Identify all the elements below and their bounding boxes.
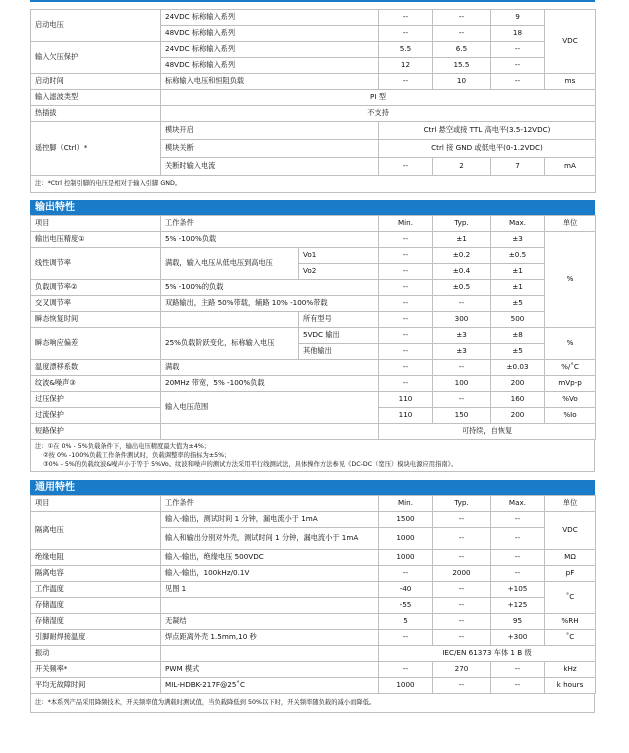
max-value: +300: [491, 630, 545, 646]
condition: 24VDC 标称输入系列: [161, 42, 379, 58]
table-row: [31, 328, 596, 344]
row-label: 负载调节率②: [31, 280, 161, 296]
min-value: 5.5: [379, 42, 433, 58]
typ-value: ±0.4: [433, 264, 491, 280]
row-label: 瞬态响应偏差: [31, 328, 161, 360]
condition: 20MHz 带宽，5% -100%负载: [161, 376, 379, 392]
sub-condition: 5VDC 输出: [299, 328, 379, 344]
row-label: 振动: [31, 646, 161, 662]
unit: ˚C: [545, 630, 596, 646]
section-title-output: 输出特性: [30, 200, 595, 215]
unit: VDC: [545, 512, 596, 550]
row-label: 线性调节率: [31, 248, 161, 280]
row-label: 温度漂移系数: [31, 360, 161, 376]
min-value: --: [379, 296, 433, 312]
col-header-cond: 工作条件: [161, 216, 379, 232]
max-value: 18: [491, 26, 545, 42]
typ-value: --: [433, 598, 491, 614]
footnote: 注：*Ctrl 控制引脚的电压是相对于输入引脚 GND。: [31, 176, 596, 193]
footnote: ②按 0% -100%负载工作条件测试时，负载调整率的指标为±5%；: [43, 452, 231, 460]
typ-value: 300: [433, 312, 491, 328]
unit: %Vo: [545, 392, 596, 408]
table-row: [31, 280, 596, 296]
typ-value: 15.5: [433, 58, 491, 74]
table-header: [31, 496, 596, 512]
footnote: 注：*本系列产品采用降频技术，开关频率值为满载时测试值，当负载降低到 50%以下时，开关频率随负载的减小而降低。: [30, 694, 595, 713]
typ-value: ±0.5: [433, 280, 491, 296]
row-label: 启动电压: [31, 10, 161, 42]
row-label: 输入滤波类型: [31, 90, 161, 106]
typ-value: 2000: [433, 566, 491, 582]
min-value: -55: [379, 598, 433, 614]
max-value: --: [491, 678, 545, 694]
row-label: 过流保护: [31, 408, 161, 424]
col-header-max: Max.: [491, 216, 545, 232]
unit: mA: [545, 158, 596, 176]
sub-condition: 其他输出: [299, 344, 379, 360]
condition: 输入电压范围: [161, 392, 379, 424]
typ-value: --: [433, 528, 491, 550]
table-row: [31, 646, 596, 662]
table-row: [31, 232, 596, 248]
row-label: 瞬态恢复时间: [31, 312, 161, 328]
table-row: [31, 42, 596, 58]
col-header-min: Min.: [379, 216, 433, 232]
min-value: --: [379, 232, 433, 248]
min-value: -40: [379, 582, 433, 598]
col-header-min: Min.: [379, 496, 433, 512]
table-row: [31, 10, 596, 26]
max-value: --: [491, 74, 545, 90]
min-value: --: [379, 344, 433, 360]
max-value: ±8: [491, 328, 545, 344]
row-label: 存储湿度: [31, 614, 161, 630]
condition: 见图 1: [161, 582, 379, 598]
condition: 输入-输出，100kHz/0.1V: [161, 566, 379, 582]
general-characteristics-table: [30, 495, 596, 694]
unit: kHz: [545, 662, 596, 678]
row-label: 隔离电压: [31, 512, 161, 550]
unit: %/˚C: [545, 360, 596, 376]
max-value: ±1: [491, 280, 545, 296]
max-value: 95: [491, 614, 545, 630]
max-value: ±1: [491, 264, 545, 280]
typ-value: ±3: [433, 344, 491, 360]
table-row: [31, 74, 596, 90]
typ-value: --: [433, 512, 491, 528]
min-value: 1000: [379, 528, 433, 550]
col-header-unit: 单位: [545, 216, 596, 232]
min-value: --: [379, 26, 433, 42]
table-row: [31, 312, 596, 328]
sub-condition: Vo1: [299, 248, 379, 264]
output-characteristics-table: [30, 215, 596, 440]
condition: 24VDC 标称输入系列: [161, 10, 379, 26]
unit: mVp-p: [545, 376, 596, 392]
typ-value: --: [433, 614, 491, 630]
table-row: [31, 550, 596, 566]
table-row: [31, 614, 596, 630]
max-value: --: [491, 550, 545, 566]
table-row: [31, 582, 596, 598]
row-label: 引脚耐焊接温度: [31, 630, 161, 646]
condition: 5% -100%负载: [161, 232, 379, 248]
condition: 模块开启: [161, 122, 379, 140]
typ-value: --: [433, 26, 491, 42]
max-value: --: [491, 58, 545, 74]
condition: 48VDC 标称输入系列: [161, 58, 379, 74]
footnote: 注：①在 0% - 5%负载条件下，输出电压精度最大值为±4%；: [35, 443, 211, 450]
span-value: IEC/EN 61373 车体 1 B 级: [379, 646, 596, 662]
row-label: 绝缘电阻: [31, 550, 161, 566]
table-row: [31, 678, 596, 694]
min-value: --: [379, 376, 433, 392]
condition: MIL-HDBK-217F@25˚C: [161, 678, 379, 694]
unit: k hours: [545, 678, 596, 694]
table-header: [31, 216, 596, 232]
condition: 输入-输出，绝缘电压 500VDC: [161, 550, 379, 566]
row-label: 纹波&噪声③: [31, 376, 161, 392]
min-value: 110: [379, 392, 433, 408]
condition: 双路输出，主路 50%带载，辅路 10% -100%带载: [161, 296, 379, 312]
condition: 无凝结: [161, 614, 379, 630]
max-value: --: [491, 528, 545, 550]
row-label: 开关频率*: [31, 662, 161, 678]
max-value: ±5: [491, 344, 545, 360]
typ-value: --: [433, 360, 491, 376]
max-value: 200: [491, 408, 545, 424]
col-header-item: 项目: [31, 216, 161, 232]
row-label: 平均无故障时间: [31, 678, 161, 694]
min-value: --: [379, 10, 433, 26]
row-label: 热插拔: [31, 106, 161, 122]
condition: 5% -100%的负载: [161, 280, 379, 296]
condition: 满载，输入电压从低电压到高电压: [161, 248, 299, 280]
max-value: 500: [491, 312, 545, 328]
min-value: --: [379, 158, 433, 176]
min-value: --: [379, 630, 433, 646]
condition: 48VDC 标称输入系列: [161, 26, 379, 42]
min-value: 1000: [379, 550, 433, 566]
condition: 焊点距离外壳 1.5mm,10 秒: [161, 630, 379, 646]
table-row: [31, 296, 596, 312]
min-value: --: [379, 74, 433, 90]
min-value: --: [379, 312, 433, 328]
span-value: Ctrl 悬空或接 TTL 高电平(3.5-12VDC): [379, 122, 596, 140]
min-value: 12: [379, 58, 433, 74]
span-value: Ctrl 接 GND 或低电平(0-1.2VDC): [379, 140, 596, 158]
top-rule: [30, 0, 595, 2]
col-header-unit: 单位: [545, 496, 596, 512]
table-row: [31, 392, 596, 408]
min-value: --: [379, 264, 433, 280]
table-row: [31, 598, 596, 614]
typ-value: --: [433, 296, 491, 312]
section-title-general: 通用特性: [30, 480, 595, 495]
row-label: 短路保护: [31, 424, 161, 440]
typ-value: --: [433, 678, 491, 694]
table-row: [31, 106, 596, 122]
table-row: [31, 630, 596, 646]
unit: ms: [545, 74, 596, 90]
sub-condition: Vo2: [299, 264, 379, 280]
unit: ˚C: [545, 582, 596, 614]
row-label: 遥控脚（Ctrl）*: [31, 122, 161, 176]
col-header-item: 项目: [31, 496, 161, 512]
span-value: 可持续，自恢复: [379, 424, 596, 440]
row-label: 存储温度: [31, 598, 161, 614]
typ-value: ±0.2: [433, 248, 491, 264]
typ-value: --: [433, 550, 491, 566]
typ-value: 10: [433, 74, 491, 90]
min-value: --: [379, 566, 433, 582]
table-row: [31, 424, 596, 440]
condition: 输入-输出，测试时间 1 分钟，漏电流小于 1mA: [161, 512, 379, 528]
max-value: ±0.5: [491, 248, 545, 264]
footnote: ③0% - 5%的负载纹波&噪声小于等于 5%Vo。纹波和噪声的测试方法采用平行线测试法，具体操作方法参见《DC-DC（宽压）模块电源应用指南》。: [43, 461, 458, 469]
col-header-cond: 工作条件: [161, 496, 379, 512]
max-value: 160: [491, 392, 545, 408]
row-label: 输入欠压保护: [31, 42, 161, 74]
typ-value: 150: [433, 408, 491, 424]
condition: 满载: [161, 360, 379, 376]
unit: %Io: [545, 408, 596, 424]
min-value: --: [379, 248, 433, 264]
typ-value: ±1: [433, 232, 491, 248]
max-value: ±0.03: [491, 360, 545, 376]
min-value: --: [379, 328, 433, 344]
typ-value: ±3: [433, 328, 491, 344]
unit: %: [545, 232, 596, 328]
typ-value: --: [433, 392, 491, 408]
min-value: 1500: [379, 512, 433, 528]
min-value: --: [379, 662, 433, 678]
max-value: --: [491, 42, 545, 58]
typ-value: --: [433, 630, 491, 646]
unit: MΩ: [545, 550, 596, 566]
row-label: 输出电压精度①: [31, 232, 161, 248]
input-characteristics-table: [30, 9, 596, 193]
row-label: 过压保护: [31, 392, 161, 408]
condition: PWM 模式: [161, 662, 379, 678]
unit: %: [545, 328, 596, 360]
min-value: --: [379, 280, 433, 296]
table-row: [31, 248, 596, 264]
table-row: [31, 512, 596, 528]
table-row: [31, 122, 596, 140]
span-value: 不支持: [161, 106, 596, 122]
max-value: +125: [491, 598, 545, 614]
row-label: 隔离电容: [31, 566, 161, 582]
max-value: --: [491, 512, 545, 528]
col-header-typ: Typ.: [433, 496, 491, 512]
typ-value: 6.5: [433, 42, 491, 58]
unit: %RH: [545, 614, 596, 630]
min-value: 110: [379, 408, 433, 424]
max-value: 200: [491, 376, 545, 392]
row-label: 交叉调节率: [31, 296, 161, 312]
table-row: [31, 90, 596, 106]
table-row: [31, 376, 596, 392]
unit: VDC: [545, 10, 596, 74]
max-value: ±3: [491, 232, 545, 248]
max-value: +105: [491, 582, 545, 598]
typ-value: 270: [433, 662, 491, 678]
condition: 输入和输出分别对外壳，测试时间 1 分钟，漏电流小于 1mA: [161, 528, 379, 550]
row-label: 启动时间: [31, 74, 161, 90]
condition: 所有型号: [299, 312, 379, 328]
min-value: 5: [379, 614, 433, 630]
min-value: 1000: [379, 678, 433, 694]
min-value: --: [379, 360, 433, 376]
span-value: PI 型: [161, 90, 596, 106]
condition: 25%负载阶跃变化，标称输入电压: [161, 328, 299, 360]
row-label: 工作温度: [31, 582, 161, 598]
max-value: --: [491, 662, 545, 678]
max-value: ±5: [491, 296, 545, 312]
col-header-typ: Typ.: [433, 216, 491, 232]
max-value: 7: [491, 158, 545, 176]
table-row: [31, 360, 596, 376]
condition: 关断时输入电流: [161, 158, 379, 176]
typ-value: --: [433, 10, 491, 26]
table-row: [31, 566, 596, 582]
unit: pF: [545, 566, 596, 582]
col-header-max: Max.: [491, 496, 545, 512]
typ-value: 2: [433, 158, 491, 176]
condition: 模块关断: [161, 140, 379, 158]
max-value: --: [491, 566, 545, 582]
condition: 标称输入电压和恒阻负载: [161, 74, 379, 90]
max-value: 9: [491, 10, 545, 26]
typ-value: --: [433, 582, 491, 598]
typ-value: 100: [433, 376, 491, 392]
table-row: [31, 662, 596, 678]
footnotes: [30, 440, 595, 472]
